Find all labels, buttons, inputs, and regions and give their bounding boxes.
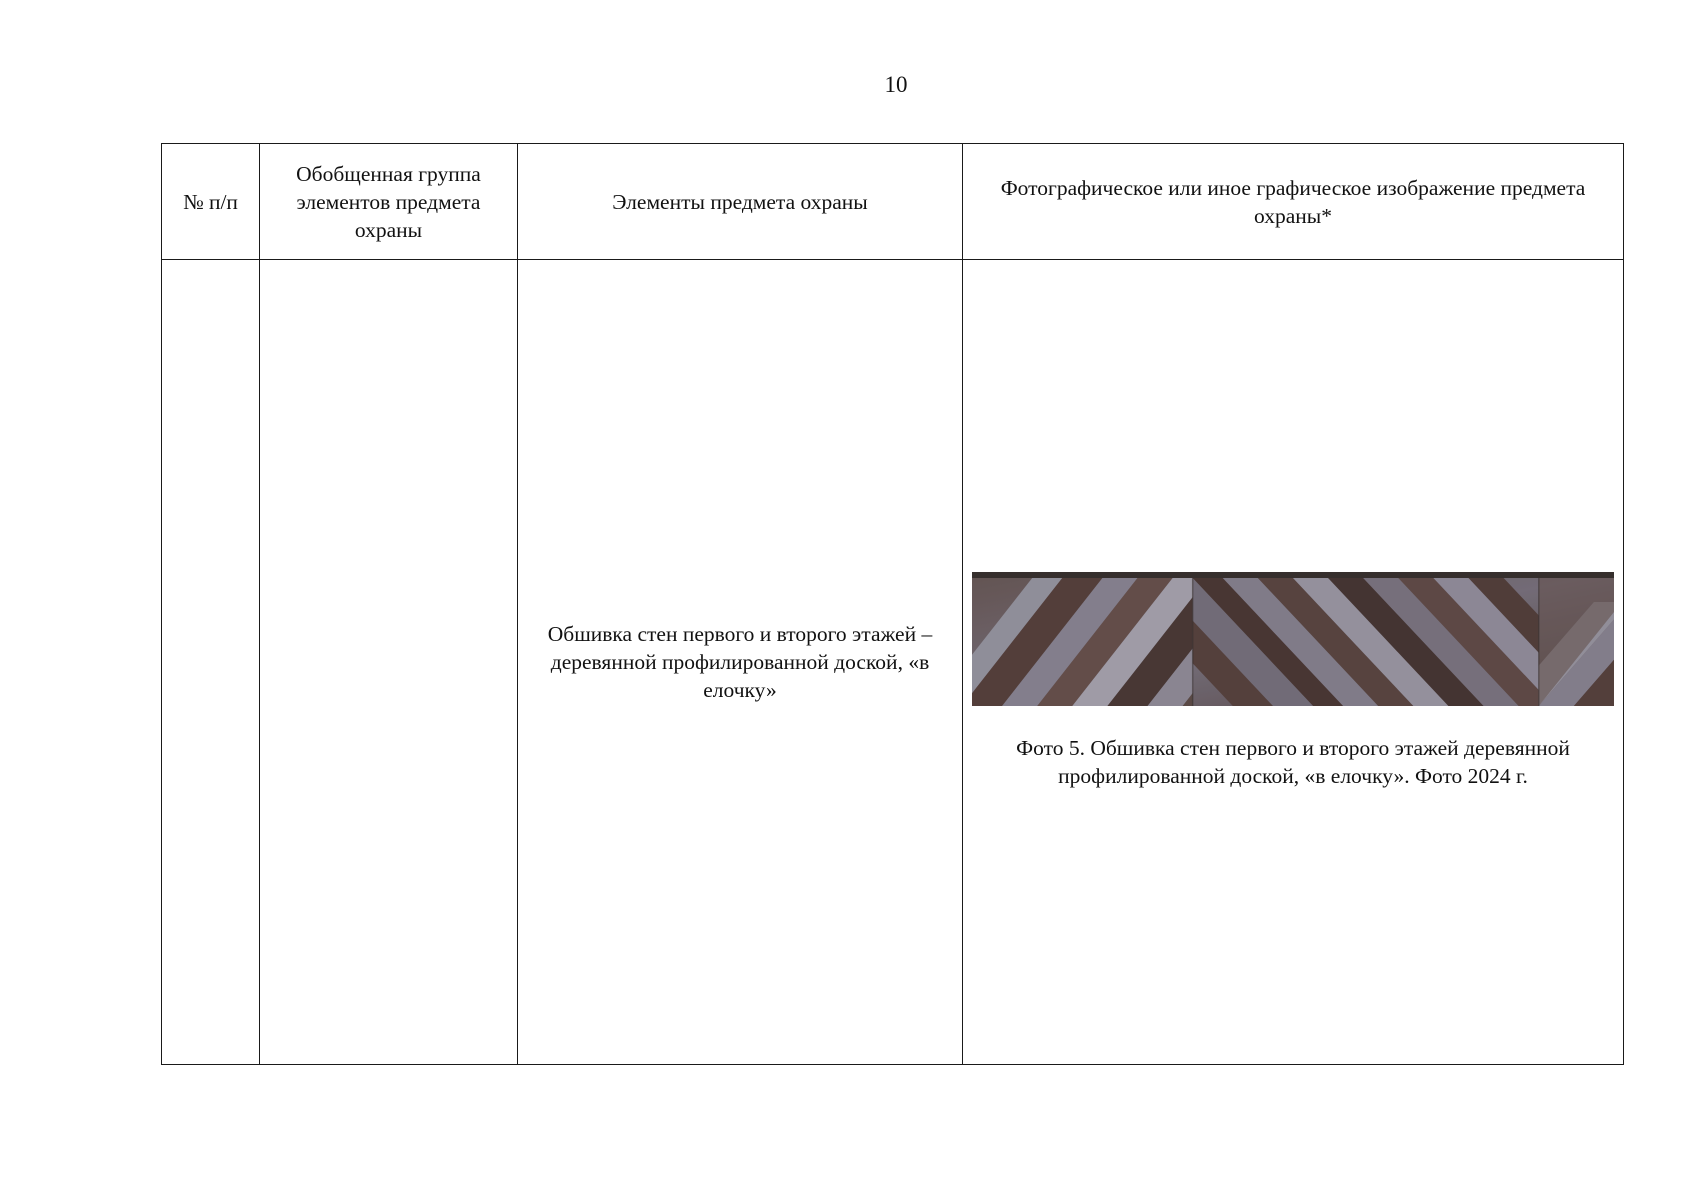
header-number: № п/п <box>162 144 260 260</box>
photo-caption: Фото 5. Обшивка стен первого и второго этажей деревянной профилированной доской, «в елочку». Фото 2024 г. <box>1016 736 1570 788</box>
header-elements: Элементы предмета охраны <box>518 144 963 260</box>
wall-cladding-photo <box>972 572 1614 706</box>
cell-photo <box>963 260 1624 1065</box>
cell-group <box>260 260 518 1065</box>
table-row <box>162 260 1624 1065</box>
header-group: Обобщенная группа элементов предмета охраны <box>260 144 518 260</box>
page-number: 10 <box>884 72 908 97</box>
header-photo: Фотографическое или иное графическое изображение предмета охраны* <box>963 144 1624 260</box>
protection-subject-table <box>161 143 1624 1065</box>
cell-number <box>162 260 260 1065</box>
table-header-row <box>162 144 1624 260</box>
cell-elements: Обшивка стен первого и второго этажей – деревянной профилированной доской, «в елочку» <box>518 260 963 1065</box>
